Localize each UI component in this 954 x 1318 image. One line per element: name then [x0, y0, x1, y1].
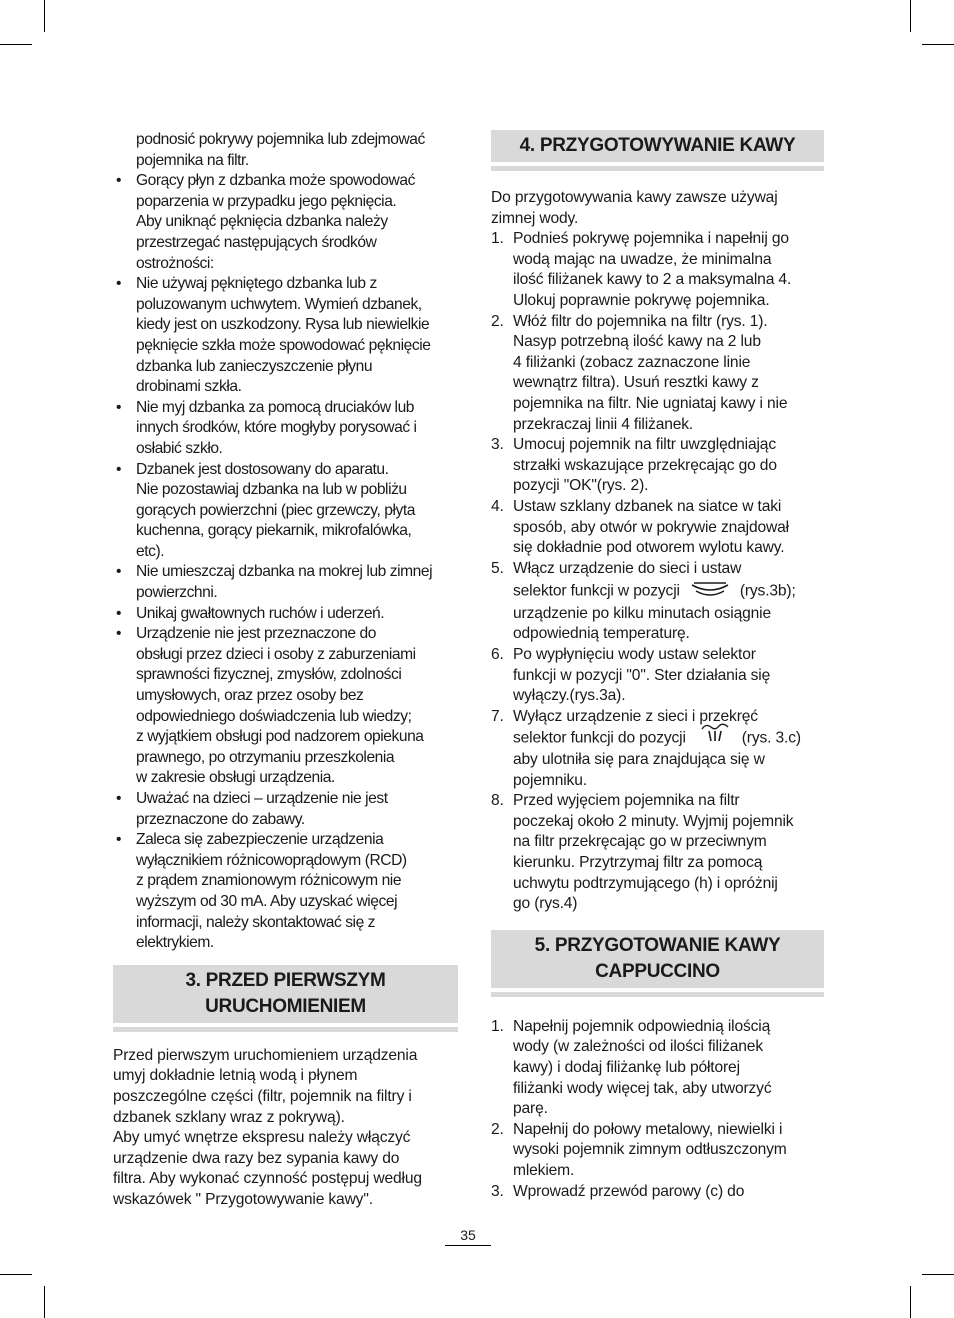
section-5-steps	[491, 1017, 824, 1202]
bullet-marker: •	[116, 172, 122, 190]
safety-bullets	[113, 171, 458, 954]
right-column	[491, 130, 824, 1202]
step-number: 2.	[491, 1120, 504, 1138]
crop-mark	[922, 44, 954, 45]
bullet-marker: •	[116, 625, 122, 643]
steam-icon	[698, 721, 732, 750]
crop-mark	[0, 44, 32, 45]
step-number: 3.	[491, 1182, 504, 1200]
list-item: 2. Napełnij do połowy metalowy, niewielki i wysoki pojemnik zimnym odtłuszczonym mlekiem.	[491, 1120, 787, 1179]
bullet-marker: •	[116, 398, 122, 416]
list-item: 3. Umocuj pojemnik na filtr uwzględniając strzałki wskazujące przekręcając go do pozycji "OK"(rys. 2).	[491, 436, 777, 495]
page-number: 35	[460, 1227, 476, 1243]
hotplate-icon	[688, 579, 732, 604]
step-number: 1.	[491, 230, 504, 248]
list-item: • Nie używaj pękniętego dzbanka lub z poluzowanym uchwytem. Wymień dzbanek, kiedy jest on uszkodzony. Rysa lub niewielkie pęknięcie szkła może spowodować pęknięcie dzbanka lub zanieczyszczenie płynu drobinami szkła.	[116, 275, 431, 396]
section-3-text: Przed pierwszym uruchomieniem urządzenia umyj dokładnie letnią wodą i płynem poszczególne części (filtr, pojemnik na filtry i dzbanek szklany wraz z pokrywą). Aby umyć wnętrze ekspresu należy włączyć urządzenie dwa razy bez sypania kawy do filtra. Aby wykonać czynność postępuj według wskazówek " Przygotowywanie kawy".	[113, 1046, 422, 1208]
list-item: • Unikaj gwałtownych ruchów i uderzeń.	[113, 604, 458, 625]
list-item: 7. Wyłącz urządzenie z sieci i przekręć selektor funkcji do pozycji (rys. 3.c) aby ulotniła się para znajdująca się w pojemniku.	[491, 707, 801, 789]
crop-mark	[922, 1274, 954, 1275]
bullet-marker: •	[116, 563, 122, 581]
step-number: 2.	[491, 312, 504, 330]
list-item: • Uważać na dzieci – urządzenie nie jest przeznaczone do zabawy.	[116, 790, 388, 828]
left-column	[113, 130, 458, 1211]
list-item: • Gorący płyn z dzbanka może spowodować poparzenia w przypadku jego pęknięcia. Aby uniknąć pęknięcia dzbanka należy przestrzegać następujących środków ostrożności:	[116, 172, 415, 272]
step-number: 6.	[491, 646, 504, 664]
crop-mark	[0, 1274, 32, 1275]
list-item: • Urządzenie nie jest przeznaczone do obsługi przez dzieci i osoby z zaburzeniami sprawności fizycznej, zmysłów, zdolności umysłowych, oraz przez osoby bez odpowiedniego doświadczenia lub wiedzy; z wyjątkiem obsługi pod nadzorem opiekuna prawnego, po otrzymaniu przeszkolenia w zakresie obsługi urządzenia.	[116, 625, 424, 787]
step-number: 3.	[491, 436, 504, 454]
list-item: • Dzbanek jest dostosowany do aparatu. Nie pozostawiaj dzbanka na lub w pobliżu gorących powierzchni (piec grzewczy, płyta kuchenna, gorący piekarnik, mikrofalówka, etc).	[116, 460, 415, 560]
list-item: 8. Przed wyjęciem pojemnika na filtr poczekaj około 2 minuty. Wyjmij pojemnik na filtr przekręcając go w przeciwnym kierunku. Przytrzymaj filtr za pomocą uchwytu podtrzymującego (h) i opróżnij go (rys.4)	[491, 792, 794, 913]
list-item: 3. Wprowadź przewód parowy (c) do	[491, 1182, 824, 1203]
list-item: • Nie myj dzbanka za pomocą druciaków lub innych środków, które mogłyby porysować i osłabić szkło.	[116, 398, 417, 457]
list-item: 1. Podnieś pokrywę pojemnika i napełnij go wodą mając na uwadze, że minimalna ilość filiżanek kawy to 2 a maksymalna 4. Ulokuj poprawnie pokrywę pojemnika.	[491, 230, 792, 309]
step-number: 7.	[491, 707, 504, 725]
list-item: 2. Włóż filtr do pojemnika na filtr (rys. 1). Nasyp potrzebną ilość kawy na 2 lub 4 filiżanki (zobacz zaznaczone linie wewnątrz filtra). Usuń resztki kawy z pojemnika na filtr. Nie ugniataj kawy i nie przekraczaj linii 4 filiżanek.	[491, 312, 788, 433]
bullet-marker: •	[116, 460, 122, 478]
list-item: 4. Ustaw szklany dzbanek na siatce w taki sposób, aby otwór w pokrywie znajdował się dokładnie pod otworem wylotu kawy.	[491, 497, 789, 557]
bullet-marker: •	[116, 790, 122, 807]
section-4-steps	[491, 229, 824, 915]
step-number: 1.	[491, 1017, 504, 1035]
list-item: 6. Po wypłynięciu wody ustaw selektor funkcji w pozycji "0". Ster działania się wyłączy.(rys.3a).	[491, 646, 771, 705]
safety-bullet-list	[113, 130, 458, 171]
section-3-heading: 3. PRZED PIERWSZYM URUCHOMIENIEM	[113, 965, 458, 1023]
list-item: • Nie umieszczaj dzbanka na mokrej lub zimnej powierzchni.	[116, 563, 433, 602]
bullet-marker: •	[116, 831, 122, 849]
bullet-marker: •	[116, 604, 122, 622]
crop-mark	[44, 1286, 45, 1318]
list-item: 5. Włącz urządzenie do sieci i ustaw selektor funkcji w pozycji (rys.3b); urządzenie po kilku minutach osiągnie odpowiednią temperaturę.	[491, 559, 796, 643]
crop-mark	[44, 0, 45, 32]
section-4-intro: Do przygotowywania kawy zawsze używaj zimnej wody.	[491, 189, 778, 227]
step-number: 8.	[491, 792, 504, 810]
crop-mark	[910, 0, 911, 32]
step-number: 4.	[491, 497, 504, 515]
list-item: 1. Napełnij pojemnik odpowiednią ilością wody (w zależności od ilości filiżanek kawy) i dodaj filiżankę lub półtorej filiżanki wody więcej tak, aby utworzyć parę.	[491, 1017, 772, 1118]
step-number: 5.	[491, 559, 504, 577]
bullet-marker: •	[116, 275, 122, 293]
list-item: • Zaleca się zabezpieczenie urządzenia wyłącznikiem różnicowoprądowym (RCD) z prądem znamionowym różnicowym nie wyższym od 30 mA. Aby uzyskać więcej informacji, należy skontaktować się z elektrykiem.	[116, 831, 407, 952]
page-number-rule	[445, 1245, 491, 1246]
section-4-heading: 4. PRZYGOTOWYWANIE KAWY	[491, 130, 824, 162]
crop-mark	[910, 1286, 911, 1318]
section-5-heading: 5. PRZYGOTOWANIE KAWY CAPPUCCINO	[491, 930, 824, 988]
list-item-continuation: podnosić pokrywy pojemnika lub zdejmować pojemnika na filtr.	[136, 131, 425, 169]
